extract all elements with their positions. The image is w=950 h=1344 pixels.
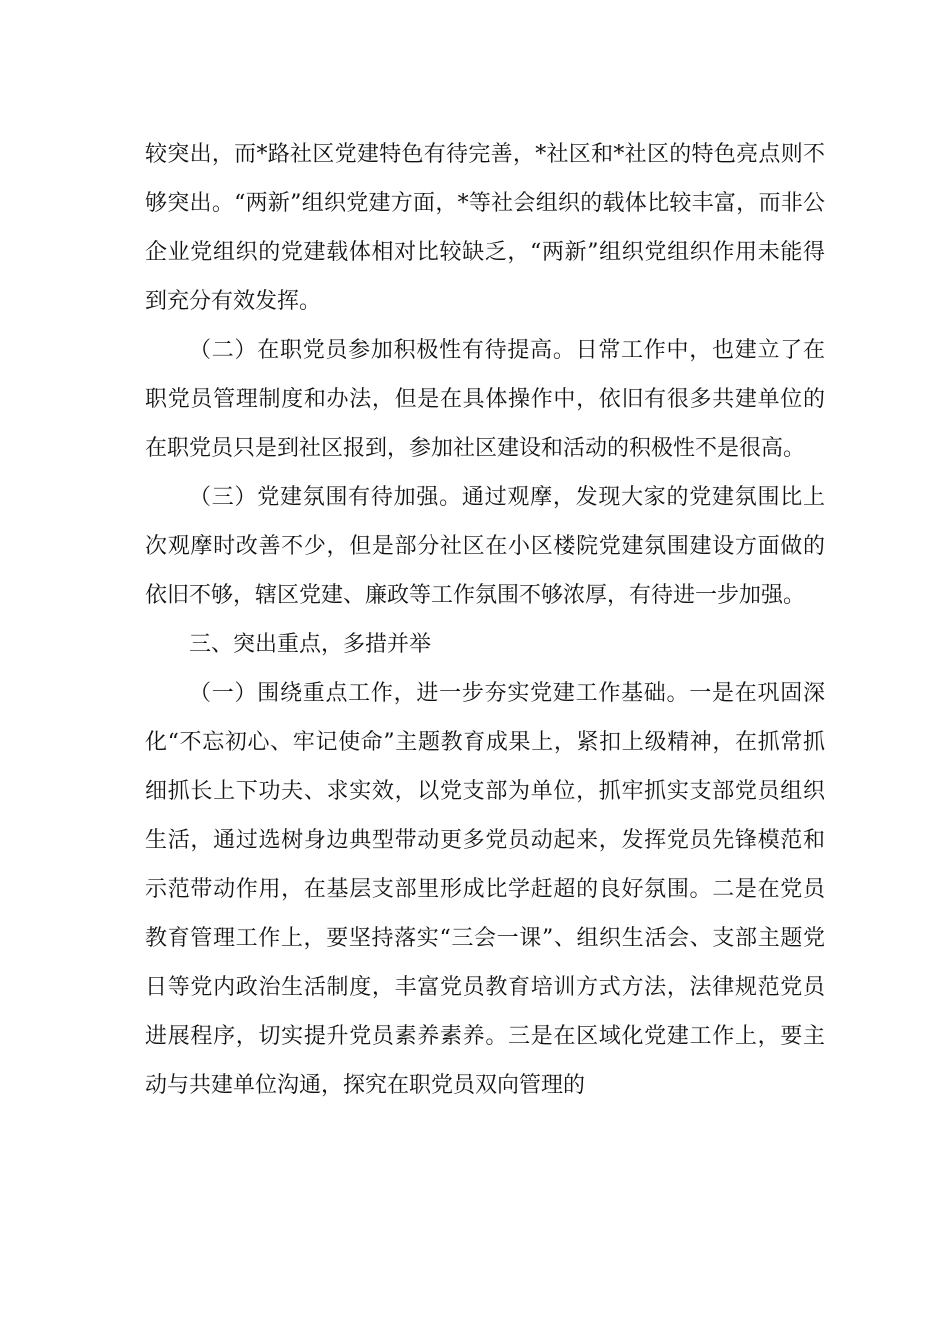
- section-heading-3: 三、突出重点，多措并举: [189, 632, 432, 657]
- paragraph-section-2-2: （二）在职党员参加积极性有待提高。日常工作中，也建立了在职党员管理制度和办法，但是在具体操作中，依旧有很多共建单位的在职党员只是到社区报到，参加社区建设和活动的积极性不是很高。: [145, 338, 825, 461]
- paragraph-continuation: 较突出，而*路社区党建特色有待完善，*社区和*社区的特色亮点则不够突出。“两新”组织党建方面，*等社会组织的载体比较丰富，而非公企业党组织的党建载体相对比较缺乏，“两新”组织党组织作用未能得到充分有效发挥。: [145, 142, 825, 314]
- document-body: [145, 130, 825, 1110]
- paragraph-section-3-1: （一）围绕重点工作，进一步夯实党建工作基础。一是在巩固深化“不忘初心、牢记使命”主题教育成果上，紧扣上级精神，在抓常抓细抓长上下功夫、求实效，以党支部为单位，抓牢抓实支部党员组织生活，通过选树身边典型带动更多党员动起来，发挥党员先锋模范和示范带动作用，在基层支部里形成比学赶超的良好氛围。二是在党员教育管理工作上，要坚持落实“三会一课”、组织生活会、支部主题党日等党内政治生活制度，丰富党员教育培训方式方法，法律规范党员进展程序，切实提升党员素养素养。三是在区域化党建工作上，要主动与共建单位沟通，探究在职党员双向管理的: [145, 681, 825, 1098]
- paragraph-section-2-3: （三）党建氛围有待加强。通过观摩，发现大家的党建氛围比上次观摩时改善不少，但是部分社区在小区楼院党建氛围建设方面做的依旧不够，辖区党建、廉政等工作氛围不够浓厚，有待进一步加强。: [145, 485, 825, 608]
